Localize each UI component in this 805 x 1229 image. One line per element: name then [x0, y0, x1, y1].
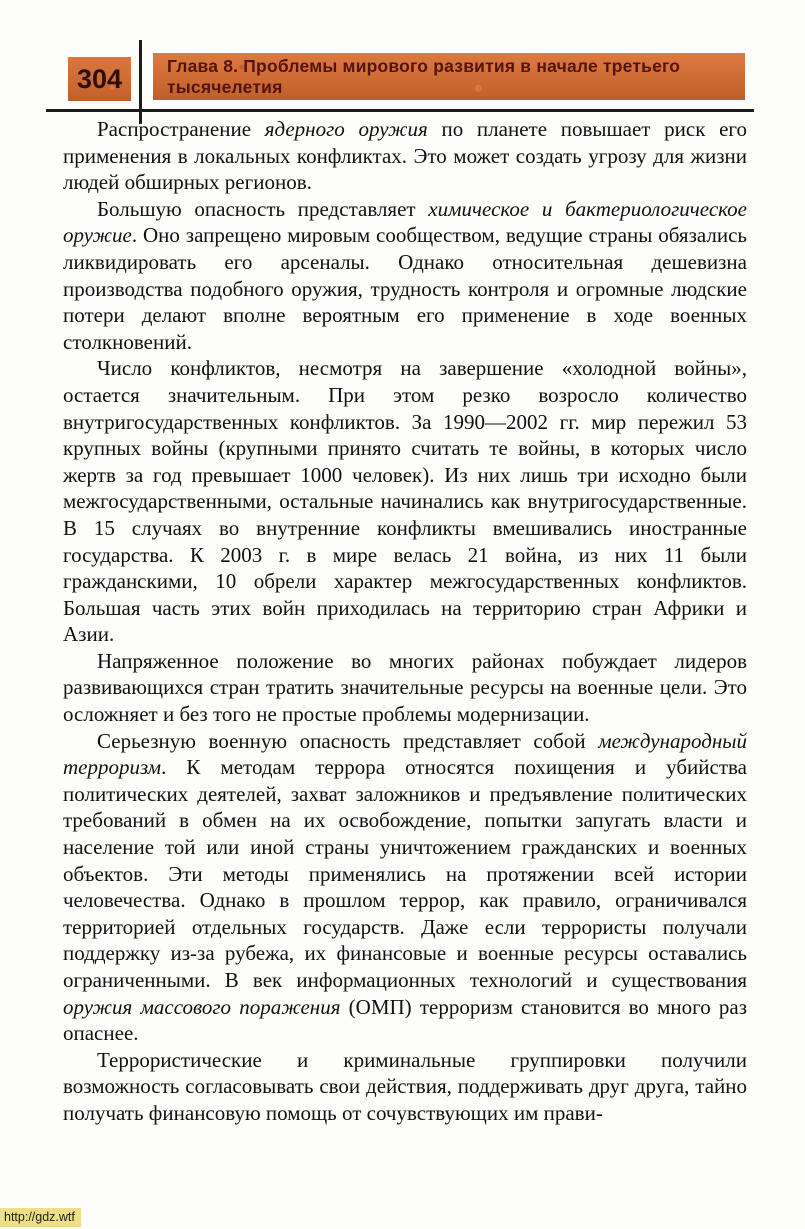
page-number: 304	[76, 63, 123, 94]
text-run: Распространение	[97, 117, 265, 141]
italic-term: химическое и бактериологическое оружие	[63, 196, 747, 248]
text-run: по планете повышает риск его применения в локальных конфликтах. Это может создать угрозу для жизни людей обширных регионов.	[63, 117, 748, 195]
chapter-title-bar	[153, 53, 745, 100]
text-run: Напряженное положение во многих районах побуждает лидеров развивающихся стран тратить значительные ресурсы на военные цели. Это осложняет и без того не простые проблемы модернизации.	[63, 648, 747, 727]
text-run: Число конфликтов, несмотря на завершение «холодной войны», остается значительным. При этом резко возросло количество внутригосударственных конфликтов. За 1990—2002 гг. мир пережил 53 крупных войны (крупными принято считать те войны, в которых число жертв за год превышает 1000 человек). Из них лишь три исходно были межгосударственными, остальные начинались как внутригосударственные. В 15 случаях во внутренние конфликты вмешивались иностранные государства. К 2003 г. в мире велась 21 война, из них 11 были гражданскими, 10 обрели характер межгосударственных конфликтов. Большая часть этих войн приходилась на территорию стран Африки и Азии.	[63, 356, 747, 647]
page-number-box	[68, 57, 131, 101]
text-run: (ОМП) терроризм становится во много раз опаснее.	[63, 994, 747, 1046]
text-run: . Оно запрещено мировым сообществом, ведущие страны обязались ликвидировать его арсеналы. Однако относительная дешевизна производства подобного оружия, трудность контроля и огромные людские потери делают вполне вероятным его применение в ходе военных столкновений.	[63, 223, 747, 354]
text-run: Большую опасность представляет	[97, 196, 429, 221]
italic-term: оружия массового поражения	[63, 994, 341, 1019]
paragraph	[63, 728, 747, 1047]
chapter-title: Глава 8. Проблемы мирового развития в начале третьего тысячелетия	[167, 55, 681, 97]
text-run: Террористические и криминальные группировки получили возможность согласовывать свои действия, поддерживать друг друга, тайно получать финансовую помощь от сочувствующих им прави-	[63, 1047, 747, 1125]
header-horizontal-rule	[46, 109, 754, 112]
paragraph	[63, 648, 747, 728]
paragraph	[63, 196, 747, 356]
paragraph	[63, 1047, 747, 1127]
watermark-url: http://gdz.wtf	[0, 1208, 81, 1227]
body-text	[63, 116, 747, 1127]
paragraph	[63, 116, 747, 196]
italic-term: ядерного оружия	[264, 117, 428, 141]
italic-term: международный терроризм	[63, 728, 747, 780]
text-run: . К методам террора относятся похищения и убийства политических деятелей, захват заложников и предъявление политических требований в обмен на их освобождение, попытки запугать власти и население той или иной страны уничтожением гражданских и военных объектов. Эти методы применялись на протяжении всей истории человечества. Однако в прошлом террор, как правило, ограничивался территорией отдельных государств. Даже если террористы получали поддержку из-за рубежа, их финансовые и военные ресурсы оставались ограниченными. В век информационных технологий и существования	[63, 755, 747, 992]
paragraph	[63, 355, 747, 648]
text-run: Серьезную военную опасность представляет собой	[97, 728, 599, 753]
